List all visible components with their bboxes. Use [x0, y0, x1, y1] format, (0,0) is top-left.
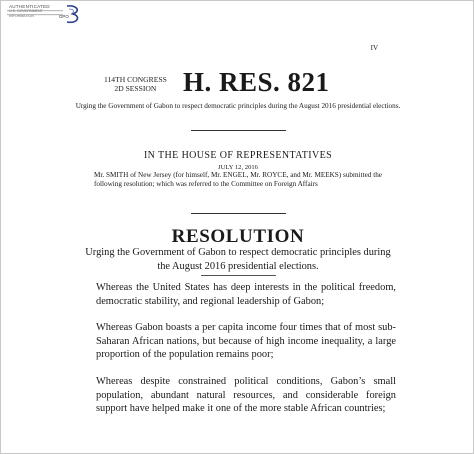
- whereas-clause-2: Whereas Gabon boasts a per capita income four times that of most sub-Saharan African nations, but because of high income inequality, a large proportion of the population remains poor;: [96, 322, 396, 360]
- page-marker: IV: [370, 44, 378, 52]
- resolution-purpose: Urging the Government of Gabon to respect democratic principles during the August 2016 presidential elections.: [85, 247, 391, 272]
- divider-middle: [191, 213, 286, 214]
- logo-text-authenticated: AUTHENTICATED: [9, 4, 50, 9]
- logo-text-gpo: GPO: [59, 14, 69, 19]
- resolution-heading: RESOLUTION: [171, 226, 305, 247]
- whereas-clause-3: Whereas despite constrained political conditions, Gabon’s small population, abundant natural resources, and considerable foreign support have helped make it one of the more stable African countries;: [96, 376, 396, 414]
- sponsor-statement: Mr. SMITH of New Jersey (for himself, Mr. ENGEL, Mr. ROYCE, and Mr. MEEKS) submitted the following resolution; which was referred to the Committee on Foreign Affairs: [94, 171, 382, 188]
- bill-summary: Urging the Government of Gabon to respect democratic principles during the August 2016 presidential elections.: [75, 102, 401, 110]
- session-label: 2D SESSION: [114, 84, 157, 93]
- logo-text-information: INFORMATION: [9, 13, 34, 18]
- congress-session-block: [104, 75, 167, 93]
- bill-number: H. RES. 821: [183, 67, 330, 97]
- chamber-heading: IN THE HOUSE OF REPRESENTATIVES: [143, 150, 333, 161]
- divider-purpose: [201, 275, 276, 276]
- whereas-clause-1: Whereas the United States has deep interests in the political freedom, democratic stability, and regional leadership of Gabon;: [96, 282, 396, 307]
- divider-top: [191, 130, 286, 131]
- congress-label: 114TH CONGRESS: [104, 75, 167, 84]
- introduction-date: JULY 12, 2016: [218, 164, 258, 171]
- logo-text-government: U.S. GOVERNMENT: [9, 9, 43, 13]
